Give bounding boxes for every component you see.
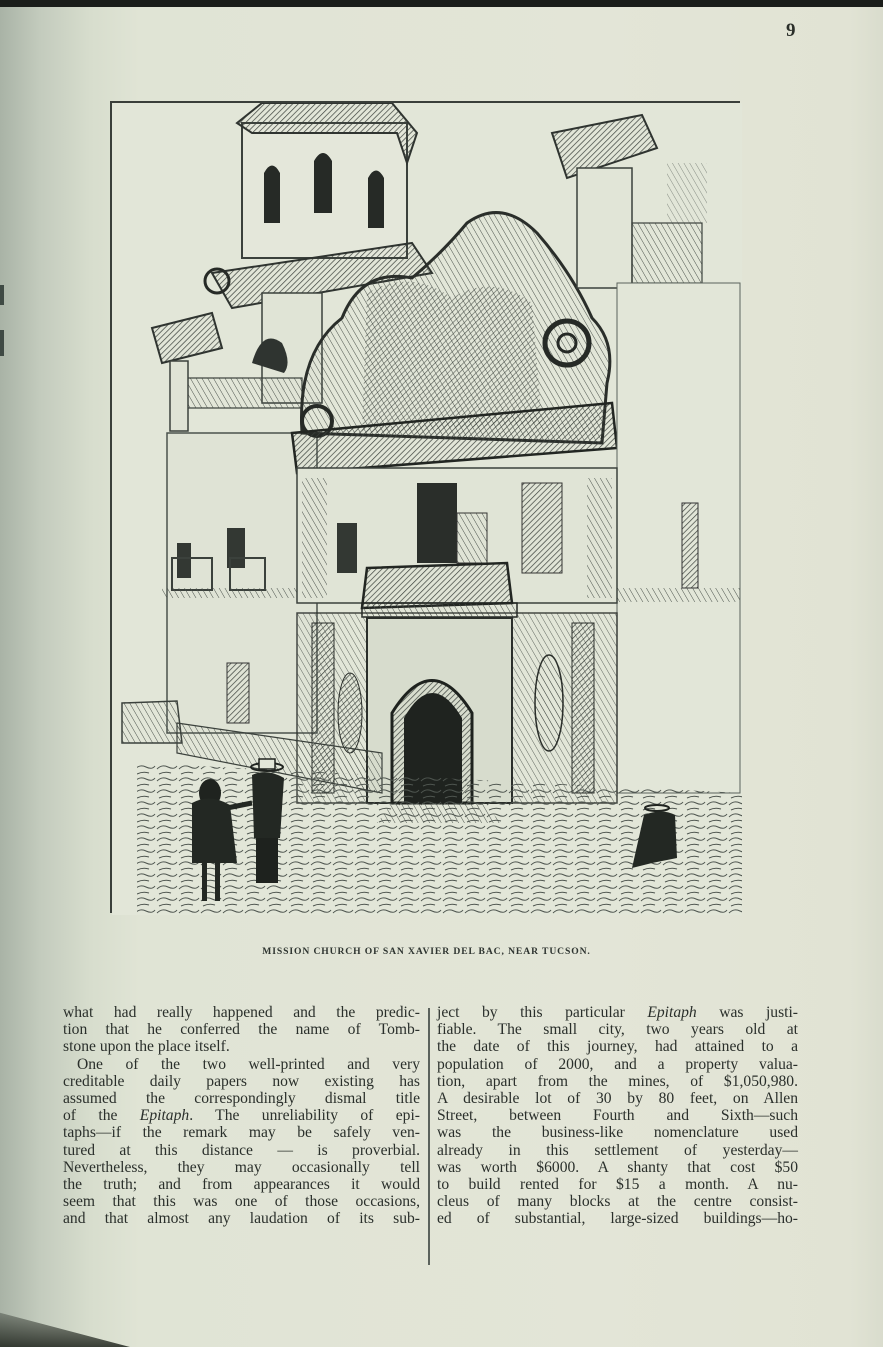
text-line: already in this settlement of yesterday—: [437, 1141, 798, 1159]
text-line: tion that he conferred the name of Tomb-: [63, 1021, 420, 1039]
margin-mark: [0, 285, 4, 305]
text-line: One of the two well-printed and very: [77, 1055, 420, 1073]
engraving-graphic: [112, 103, 742, 915]
scan-top-edge: [0, 0, 883, 7]
text-line: the date of this journey, had attained to a: [437, 1038, 798, 1056]
figure-caption: MISSION CHURCH OF SAN XAVIER DEL BAC, NEAR TUCSON.: [262, 946, 591, 957]
column-divider: [428, 1008, 430, 1265]
margin-mark: [0, 330, 4, 356]
italic-title: Epitaph: [139, 1107, 190, 1125]
text-line: Street, between Fourth and Sixth—such: [437, 1107, 798, 1125]
text-line: was the business-like nomenclature used: [437, 1124, 798, 1142]
text-line: creditable daily papers now existing has: [63, 1072, 420, 1090]
text-line: what had really happened and the predic-: [63, 1004, 420, 1021]
text-line: fiable. The small city, two years old at: [437, 1021, 798, 1039]
text-column-right: [437, 1004, 798, 1227]
text-line: tured at this distance — is proverbial.: [63, 1141, 420, 1159]
text-line: was worth $6000. A shanty that cost $50: [437, 1158, 798, 1176]
text-line: tion, apart from the mines, of $1,050,980.: [437, 1072, 798, 1090]
text-line: A desirable lot of 30 by 80 feet, on Allen: [437, 1089, 798, 1107]
italic-title: Epitaph: [647, 1004, 697, 1021]
text-line: population of 2000, and a property valua-: [437, 1055, 798, 1073]
text-line: the truth; and from appearances it would: [63, 1175, 420, 1193]
text-line: ject by this particular Epitaph was justi-: [437, 1004, 798, 1021]
text-line: of the Epitaph. The unreliability of epi-: [63, 1107, 420, 1125]
text-line: Nevertheless, they may occasionally tell: [63, 1158, 420, 1176]
text-line: to build rented for $15 a month. A nu-: [437, 1175, 798, 1193]
text-line: seem that this was one of those occasions,: [63, 1193, 420, 1211]
text-line: and that almost any laudation of its sub-: [63, 1210, 420, 1228]
text-line: stone upon the place itself.: [63, 1038, 230, 1056]
text-line: assumed the correspondingly dismal title: [63, 1089, 420, 1107]
text-line: ed of substantial, large-sized buildings—ho-: [437, 1210, 798, 1228]
page-number: 9: [786, 20, 796, 41]
text-line: cleus of many blocks at the centre consist-: [437, 1193, 798, 1211]
text-line: taphs—if the remark may be safely ven-: [63, 1124, 420, 1142]
text-column-left: [63, 1004, 420, 1227]
church-illustration: [110, 101, 740, 913]
